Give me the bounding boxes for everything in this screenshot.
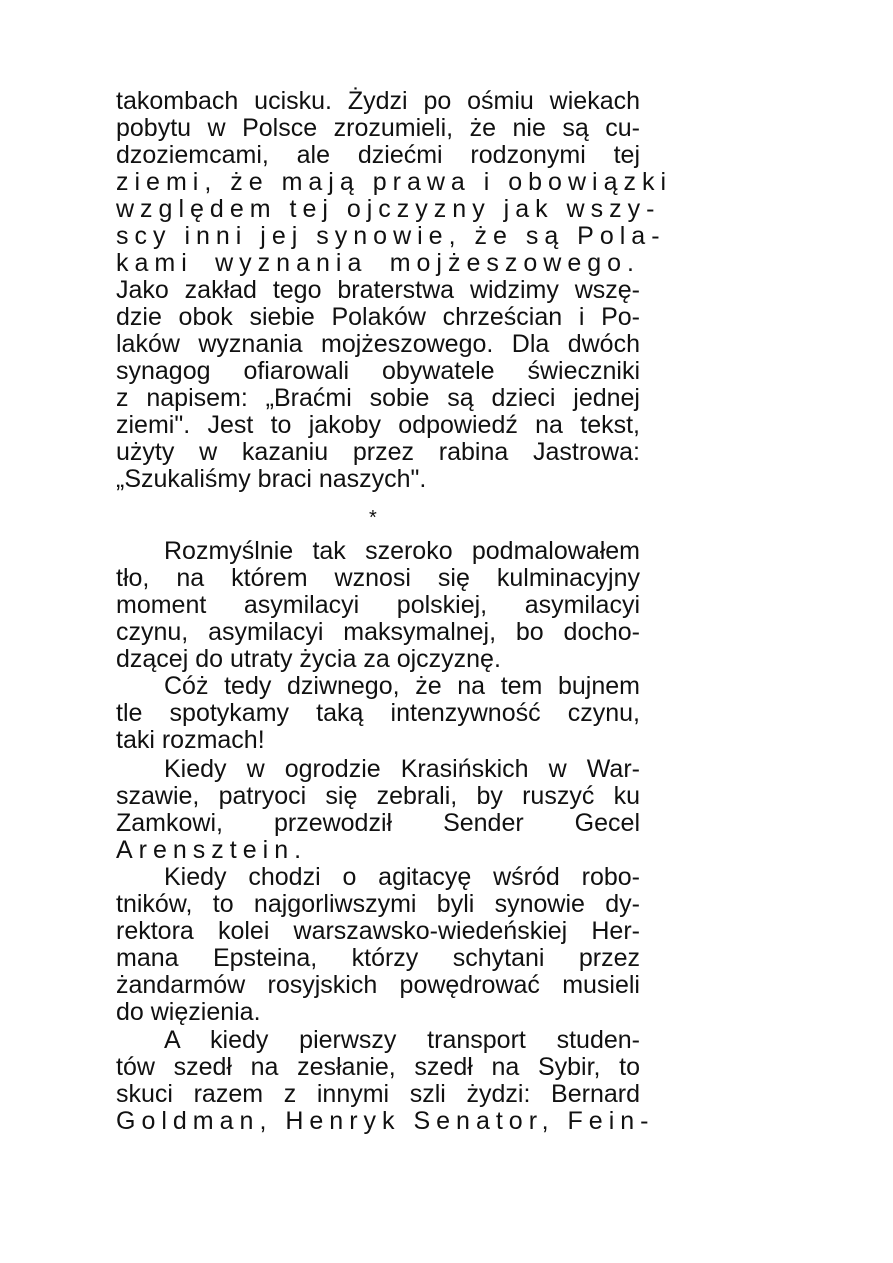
text-line: Arensztein.	[116, 836, 308, 864]
text-line: tle spotykamy taką intenzywność czynu,	[116, 699, 640, 727]
text-line: względem tej ojczyzny jak wszy-	[116, 195, 661, 223]
text-line: skuci razem z innymi szli żydzi: Bernard	[116, 1080, 640, 1108]
text-line: z napisem: „Braćmi sobie są dzieci jednej	[116, 384, 640, 412]
text-line: taki rozmach!	[116, 726, 265, 754]
text-line: Zamkowi, przewodził Sender Gecel	[116, 809, 640, 837]
text-line: czynu, asymilacyi maksymalnej, bo docho-	[116, 618, 640, 646]
text-line: ziemi, że mają prawa i obowiązki	[116, 168, 673, 196]
text-line: Kiedy chodzi o agitacyę wśród robo-	[164, 863, 640, 891]
text-line: kami wyznania mojżeszowego.	[116, 249, 640, 277]
text-line: scy inni jej synowie, że są Pola-	[116, 222, 666, 250]
text-line: dzącej do utraty życia za ojczyznę.	[116, 645, 501, 673]
text-line: mana Epsteina, którzy schytani przez	[116, 944, 640, 972]
text-line: moment asymilacyi polskiej, asymilacyi	[116, 591, 640, 619]
text-line: Rozmyślnie tak szeroko podmalowałem	[164, 537, 640, 565]
text-line: tło, na którem wznosi się kulminacyjny	[116, 564, 640, 592]
text-line: tów szedł na zesłanie, szedł na Sybir, to	[116, 1053, 640, 1081]
text-line: Kiedy w ogrodzie Krasińskich w War-	[164, 755, 640, 783]
text-line: „Szukaliśmy braci naszych".	[116, 465, 427, 493]
text-line: takombach ucisku. Żydzi po ośmiu wiekach	[116, 87, 640, 115]
text-line: rektora kolei warszawsko-wiedeńskiej Her-	[116, 917, 640, 945]
text-line: dzoziemcami, ale dziećmi rodzonymi tej	[116, 141, 640, 169]
text-line: Goldman, Henryk Senator, Fein-	[116, 1107, 655, 1135]
text-line: szawie, patryoci się zebrali, by ruszyć ku	[116, 782, 640, 810]
text-line: tników, to najgorliwszymi byli synowie dy-	[116, 890, 640, 918]
text-line: synagog ofiarowali obywatele świeczniki	[116, 357, 640, 385]
text-line: A kiedy pierwszy transport studen-	[164, 1026, 640, 1054]
text-line: ziemi". Jest to jakoby odpowiedź na tekst,	[116, 411, 640, 439]
text-line: dzie obok siebie Polaków chrześcian i Po-	[116, 303, 640, 331]
text-line: pobytu w Polsce zrozumieli, że nie są cu-	[116, 114, 640, 142]
text-line: Cóż tedy dziwnego, że na tem bujnem	[164, 672, 640, 700]
text-line: Jako zakład tego braterstwa widzimy wszę-	[116, 276, 640, 304]
text-line: żandarmów rosyjskich powędrować musieli	[116, 971, 640, 999]
text-line: laków wyznania mojżeszowego. Dla dwóch	[116, 330, 640, 358]
text-line: do więzienia.	[116, 998, 261, 1026]
section-separator: *	[369, 507, 377, 529]
text-line: użyty w kazaniu przez rabina Jastrowa:	[116, 438, 640, 466]
